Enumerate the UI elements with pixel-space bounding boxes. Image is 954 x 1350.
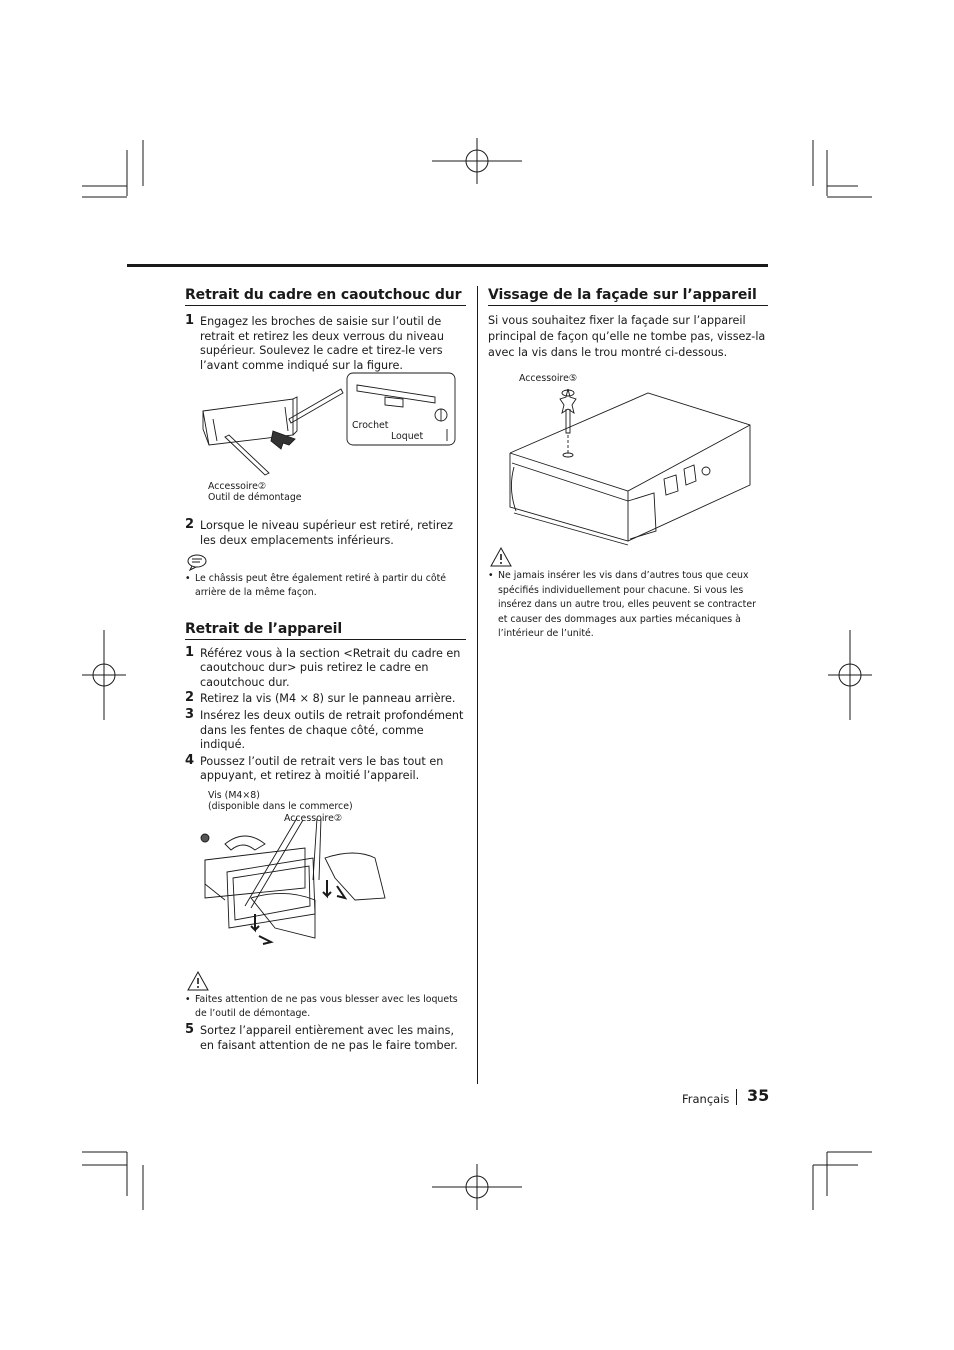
- appareil-step-5: 5 Sortez l’appareil entièrement avec les mains, en faisant attention de ne pas le faire tomber.: [185, 1021, 458, 1052]
- label-vis: Vis (M4×8): [208, 789, 260, 801]
- right-column: [488, 287, 768, 642]
- label-outil: Outil de démontage: [208, 492, 302, 504]
- note-icon: [187, 554, 207, 570]
- figure-facade-drawing: [488, 369, 768, 541]
- figure-appareil: [185, 788, 466, 968]
- page-number: 35: [747, 1086, 770, 1105]
- footer-separator: [736, 1089, 737, 1105]
- column-divider: [477, 286, 478, 1084]
- figure-appareil-drawing: [185, 788, 466, 968]
- appareil-warning: • Faites attention de ne pas vous blesser avec les loquets de l’outil de démontage.: [185, 993, 458, 1020]
- facade-warning: • Ne jamais insérer les vis dans d’autres tous que ceux spécifiés individuellement pour chacune. Si vous les insérez dans un autre trou, elles peuvent se contracter et causer des dommages aux parties mécaniques à l’intérieur de l’unité.: [488, 570, 756, 639]
- section-title-cadre: Retrait du cadre en caoutchouc dur: [185, 287, 466, 306]
- warning-triangle-icon: [187, 971, 209, 991]
- label-accessoire-5: Accessoire⑤: [519, 373, 578, 384]
- left-column: [185, 287, 466, 1053]
- appareil-step-4: 4 Poussez l’outil de retrait vers le bas tout en appuyant, et retirez à moitié l’appareil.: [185, 752, 444, 783]
- cadre-step-2: 2 Lorsque le niveau supérieur est retiré, retirez les deux emplacements inférieurs.: [185, 517, 454, 547]
- label-accessoire: Accessoire②: [208, 481, 267, 493]
- appareil-step-1: 1 Référez vous à la section <Retrait du cadre en caoutchouc dur> puis retirez le cadre en caoutchouc dur.: [185, 644, 461, 689]
- section-title-facade: Vissage de la façade sur l’appareil: [488, 287, 768, 306]
- appareil-step-3: 3 Insérez les deux outils de retrait profondément dans les fentes de chaque côté, comme indiqué.: [185, 706, 464, 752]
- label-loquet: Loquet: [391, 431, 424, 443]
- label-disponible: (disponible dans le commerce): [208, 800, 353, 812]
- label-accessoire-2: Accessoire②: [284, 812, 343, 824]
- appareil-step-2: 2 Retirez la vis (M4 × 8) sur le panneau arrière.: [185, 690, 456, 706]
- footer-language: Français: [682, 1092, 730, 1106]
- facade-intro: Si vous souhaitez fixer la façade sur l’appareil principal de façon qu’elle ne tombe pas, vissez-la avec la vis dans le trou montré ci-dessous.: [488, 314, 766, 359]
- label-crochet: Crochet: [352, 420, 389, 432]
- cadre-step-1: 1 Engagez les broches de saisie sur l’outil de retrait et retirez les deux verrous du niveau supérieur. Soulevez le cadre et tirez-le vers l’avant comme indiqué sur la figure.: [185, 313, 444, 372]
- cadre-note: • Le châssis peut être également retiré à partir du côté arrière de la même façon.: [185, 572, 447, 599]
- figure-cadre: [185, 379, 466, 519]
- header-rule: [127, 264, 768, 267]
- warning-triangle-icon: [490, 547, 512, 567]
- section-title-appareil: Retrait de l’appareil: [185, 621, 466, 640]
- figure-facade: [488, 369, 768, 541]
